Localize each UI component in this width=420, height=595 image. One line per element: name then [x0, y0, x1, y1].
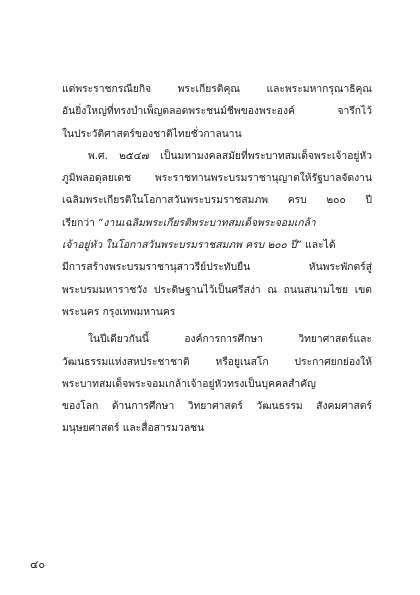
text-line: มีการสร้างพระบรมราชานุสาวรีย์ประทับยืน หันพระพักตร์สู่ [62, 261, 372, 274]
text-line: ของโลก ด้านการศึกษา วิทยาศาสตร์ วัฒนธรรม สังคมศาสตร์ [62, 400, 372, 413]
text-line: พระบาทสมเด็จพระจอมเกล้าเจ้าอยู่หัวทรงเป็นบุคคลสำคัญ [62, 377, 316, 390]
text-line [62, 212, 372, 234]
text-line: ในปีเดียวกันนี้ องค์การการศึกษา วิทยาศาสตร์และ [88, 333, 372, 346]
text-line: พระบรมมหาราชวัง ประดิษฐานไว้เป็นศรีสง่า ณ ถนนสนามไชย เขต [62, 283, 372, 296]
text-line: เฉลิมพระเกียรติในโอกาสวันพระบรมราชสมภพ ครบ ๒๐๐ ปี [62, 194, 372, 207]
text-line: พระนคร กรุงเทพมหานคร [62, 305, 176, 318]
italic-event-title: เจ้าอยู่หัว ในโอกาสวันพระบรมราชสมภพ ครบ ๒๐๐ ปี” [62, 239, 302, 252]
paragraph [62, 328, 372, 439]
text-line: พ.ศ. ๒๕๔๗ เป็นมหามงคลสมัยที่พระบาทสมเด็จพระเจ้าอยู่หัว [88, 149, 372, 162]
text-line: วัฒนธรรมแห่งสหประชาชาติ หรือยูเนสโก ประกาศยกย่องให้ [62, 355, 372, 368]
text-line: ภูมิพลอดุลยเดช พระราชทานพระบรมราชานุญาตให้รัฐบาลจัดงาน [62, 172, 372, 185]
text-line: ในประวัติศาสตร์ของชาติไทยชั่วกาลนาน [62, 127, 242, 140]
text-run: และได้ [301, 239, 336, 252]
body-text [62, 78, 372, 440]
italic-event-title: “งานเฉลิมพระเกียรติพระบาทสมเด็จพระจอมเกล้า [98, 216, 316, 229]
paragraph [62, 145, 372, 323]
paragraph [62, 78, 372, 145]
text-line: แด่พระราชกรณียกิจ พระเกียรติคุณ และพระมหากรุณาธิคุณ [62, 83, 372, 95]
text-line [62, 234, 372, 256]
text-line: อันยิ่งใหญ่ที่ทรงบำเพ็ญตลอดพระชนม์ชีพของพระองค์ จารึกไว้ [62, 105, 372, 118]
page-number: ๔๐ [30, 558, 46, 571]
text-line: มนุษยศาสตร์ และสื่อสารมวลชน [62, 422, 205, 435]
text-run: เรียกว่า [62, 216, 99, 229]
